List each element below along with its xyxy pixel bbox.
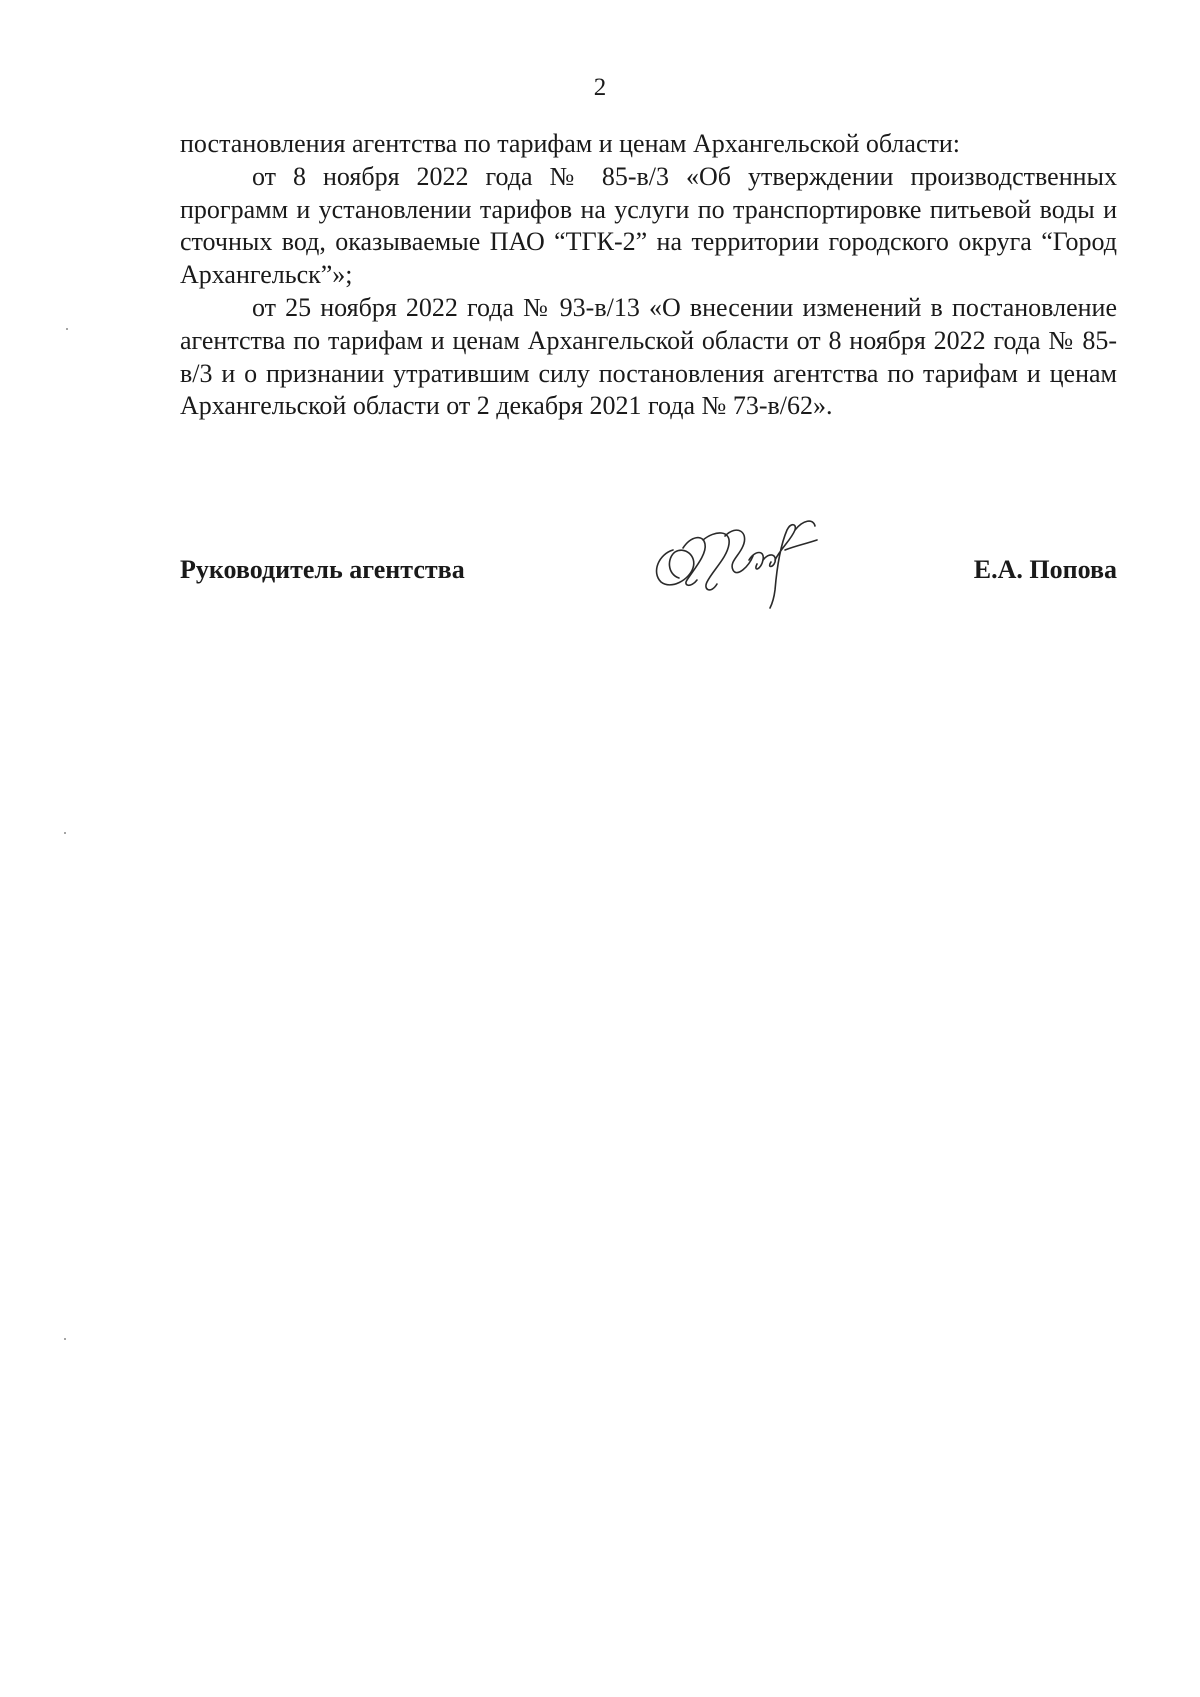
scan-speck <box>66 328 68 330</box>
handwritten-signature-icon <box>645 510 830 610</box>
paragraph-intro: постановления агентства по тарифам и ценам Архангельской области: <box>180 129 960 158</box>
signer-position: Руководитель агентства <box>180 555 465 584</box>
body-text <box>180 128 1117 423</box>
scan-speck <box>64 832 66 834</box>
paragraph-resolution-85: от 8 ноября 2022 года № 85-в/3 «Об утверждении производственных программ и установлении тарифов на услуги по транспортировке питьевой воды и сточных вод, оказываемые ПАО “ТГК-2” на территории городского округа “Город Архангельск”»; <box>180 161 1117 290</box>
scan-speck <box>64 1338 66 1340</box>
signer-name: Е.А. Попова <box>973 555 1117 584</box>
paragraph-resolution-93: от 25 ноября 2022 года № 93-в/13 «О внесении изменений в постановление агентства по тарифам и ценам Архангельской области от 8 ноября 2022 года № 85-в/3 и о признании утратившим силу постановления агентства по тарифам и ценам Архангельской области от 2 декабря 2021 года № 73-в/62». <box>180 292 1117 421</box>
page-number: 2 <box>593 74 607 101</box>
